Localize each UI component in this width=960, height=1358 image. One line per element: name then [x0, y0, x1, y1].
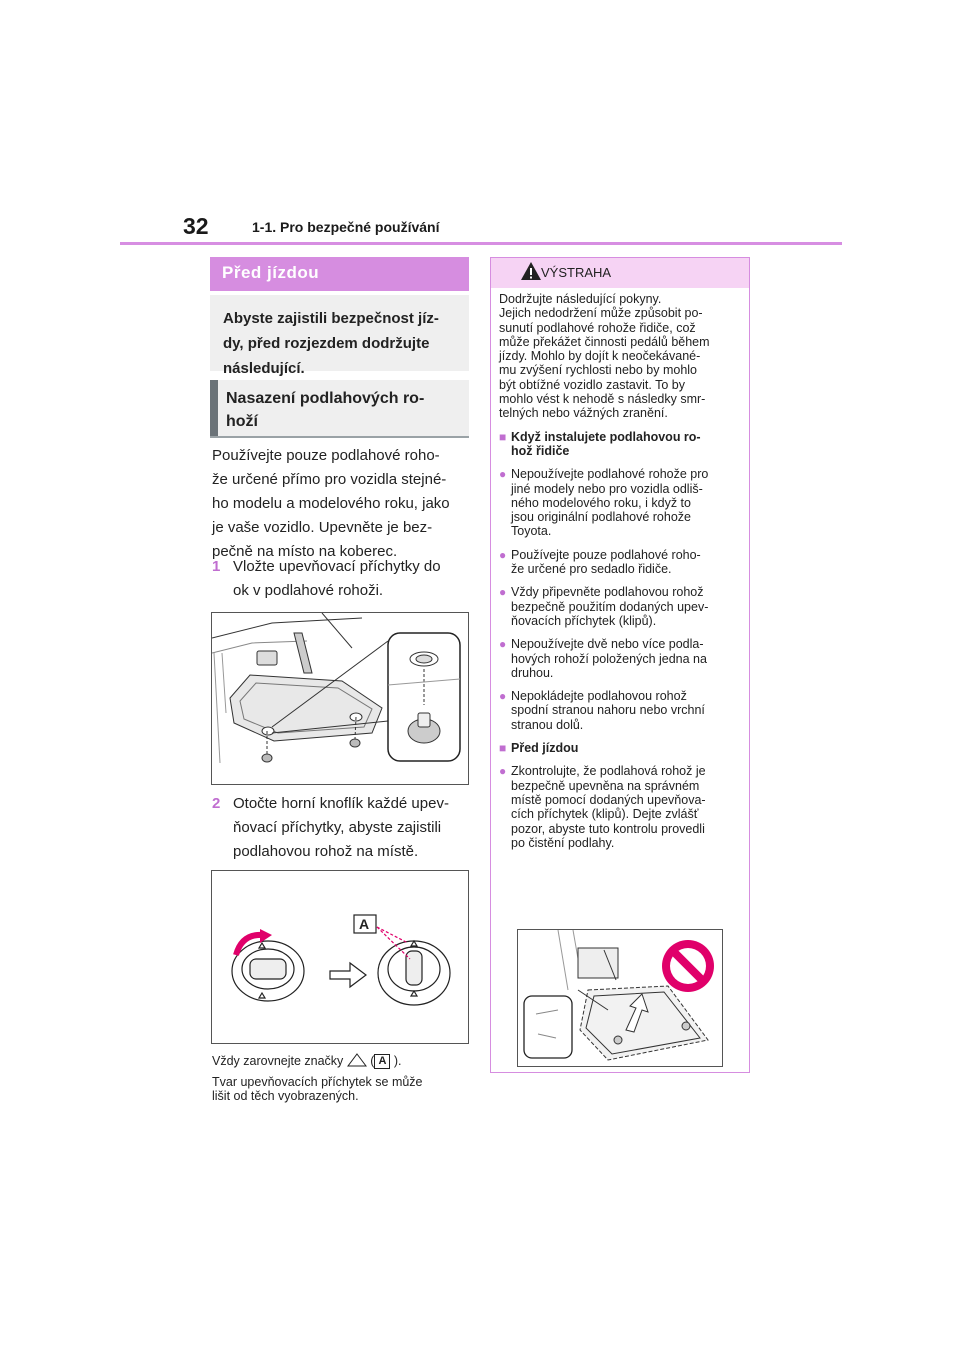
step-number: 1: [212, 558, 221, 575]
subheading-line: Nasazení podlahových ro-: [226, 390, 425, 407]
bullet-line: ného modelového roku, i když to: [511, 495, 691, 510]
header-divider: [120, 242, 842, 245]
figure-label-a: A: [359, 916, 370, 932]
warning-line: jízdy. Mohlo by dojít k neočekávané-: [499, 349, 701, 364]
caption-paren: ).: [393, 1054, 402, 1068]
step-number: 2: [212, 795, 221, 812]
circle-bullet-icon: ●: [499, 689, 507, 704]
warning-line: sunutí podlahové rohože řidiče, což: [499, 320, 696, 335]
step-line: Otočte horní knoflík každé upev-: [233, 795, 449, 812]
caption-label-a: A: [374, 1054, 390, 1069]
intro-line: následující.: [223, 360, 305, 377]
circle-bullet-icon: ●: [499, 764, 507, 779]
step-line: Vložte upevňovací příchytky do: [233, 558, 441, 575]
warning-line: Dodržujte následující pokyny.: [499, 292, 662, 306]
warning-subheading: [499, 430, 744, 459]
warning-body: [499, 292, 744, 850]
paragraph-line: je vaše vozidlo. Upevněte je bez-: [212, 519, 433, 536]
bullet-line: jsou originální podlahové rohože: [511, 510, 691, 525]
caption-paren: (: [370, 1054, 375, 1068]
warning-triangle-icon: [520, 261, 542, 281]
bullet-line: po čistění podlahy.: [511, 835, 615, 850]
intro-box: [210, 295, 469, 377]
chapter-title: 1-1. Pro bezpečné používání: [252, 219, 440, 235]
floor-mat-drawing: [212, 613, 468, 784]
bullet-line: ňovacích příchytek (klipů).: [511, 613, 657, 628]
warning-line: být obtížné vozidlo zastavit. To by: [499, 377, 685, 392]
bullet-line: pozor, abyste tuto kontrolu provedli: [511, 821, 705, 836]
intro-paragraph: [212, 444, 472, 564]
warning-bullet: [499, 548, 744, 577]
page-number: 32: [183, 213, 209, 239]
clip-rotation-drawing: [212, 871, 468, 1043]
triangle-mark-icon: [347, 1053, 367, 1067]
caption-clip-shape: [212, 1075, 472, 1103]
bullet-line: Nepoužívejte dvě nebo více podla-: [511, 637, 704, 652]
warning-bullet: [499, 585, 744, 628]
bullet-line: spodní stranou nahoru nebo vrchní: [511, 703, 705, 718]
bullet-line: Používejte pouze podlahové roho-: [511, 547, 701, 562]
bullet-line: místě pomocí dodaných upevňova-: [511, 792, 706, 807]
bullet-line: Toyota.: [511, 524, 552, 539]
warning-header: VÝSTRAHA: [491, 258, 749, 288]
step-line: ňovací příchytky, abyste zajistili: [233, 819, 442, 836]
intro-line: dy, před rozjezdem dodržujte: [223, 335, 430, 352]
warning-line: telných nebo vážných zranění.: [499, 406, 668, 421]
caption-line: lišit od těch vyobrazených.: [212, 1089, 359, 1103]
paragraph-line: pečně na místo na koberec.: [212, 543, 398, 560]
circle-bullet-icon: ●: [499, 637, 507, 652]
prohibited-mat-drawing: [518, 930, 722, 1066]
bullet-line: že určené pro sedadlo řidiče.: [511, 562, 672, 577]
warning-bullet: [499, 689, 744, 732]
warning-subheading: [499, 741, 744, 755]
bullet-line: Nepoužívejte podlahové rohože pro: [511, 467, 709, 482]
step-line: ok v podlahové rohoži.: [233, 582, 384, 599]
prohibited-mat-illustration: [517, 929, 723, 1067]
subheading-underline: [210, 436, 469, 438]
subheading: [210, 380, 469, 436]
bullet-line: Nepokládejte podlahovou rohož: [511, 689, 687, 704]
warning-subheading-line: hož řidiče: [511, 443, 570, 458]
warning-line: mohlo vést k nehodě s následky smr-: [499, 392, 706, 407]
warning-bullet: [499, 764, 744, 850]
warning-subheading-line: Před jízdou: [511, 741, 579, 756]
caption-line: Tvar upevňovacích příchytek se může: [212, 1075, 423, 1089]
bullet-line: druhou.: [511, 665, 554, 680]
square-bullet-icon: ■: [499, 741, 507, 756]
warning-subheading-line: Když instalujete podlahovou ro-: [511, 429, 701, 444]
section-title: Před jízdou: [210, 257, 469, 291]
circle-bullet-icon: ●: [499, 467, 507, 482]
bullet-line: bezpečně upevněna na správném: [511, 778, 700, 793]
bullet-line: bezpečně použitím dodaných upev-: [511, 599, 709, 614]
bullet-line: jiné modely nebo pro vozidla odliš-: [511, 481, 703, 496]
bullet-line: hových rohoží položených jedna na: [511, 651, 707, 666]
intro-line: Abyste zajistili bezpečnost jíz-: [223, 310, 439, 327]
caption-align-marks: [212, 1053, 472, 1069]
bullet-line: Vždy připevněte podlahovou rohož: [511, 585, 704, 600]
bullet-line: Zkontrolujte, že podlahová rohož je: [511, 764, 706, 779]
subheading-line: hoží: [226, 413, 258, 430]
step-1: [212, 555, 472, 603]
warning-line: může překážet činnosti pedálů během: [499, 334, 710, 349]
caption-text: Vždy zarovnejte značky: [212, 1054, 344, 1068]
paragraph-line: Používejte pouze podlahové roho-: [212, 447, 440, 464]
circle-bullet-icon: ●: [499, 547, 507, 562]
floor-mat-clip-illustration: [211, 612, 469, 785]
warning-intro: [499, 292, 744, 421]
paragraph-line: že určené přímo pro vozidla stejné-: [212, 471, 447, 488]
step-line: podlahovou rohož na místě.: [233, 843, 419, 860]
warning-line: Jejich nedodržení může způsobit po-: [499, 306, 703, 321]
circle-bullet-icon: ●: [499, 585, 507, 600]
warning-bullet: [499, 637, 744, 680]
warning-line: mu zvýšení rychlosti nebo by mohlo: [499, 363, 698, 378]
step-2: [212, 792, 472, 864]
clip-rotation-illustration: [211, 870, 469, 1044]
paragraph-line: ho modelu a modelového roku, jako: [212, 495, 450, 512]
square-bullet-icon: ■: [499, 429, 507, 444]
warning-bullet: [499, 467, 744, 538]
bullet-line: cích příchytek (klipů). Dejte zvlášť: [511, 807, 699, 822]
bullet-line: stranou dolů.: [511, 717, 584, 732]
